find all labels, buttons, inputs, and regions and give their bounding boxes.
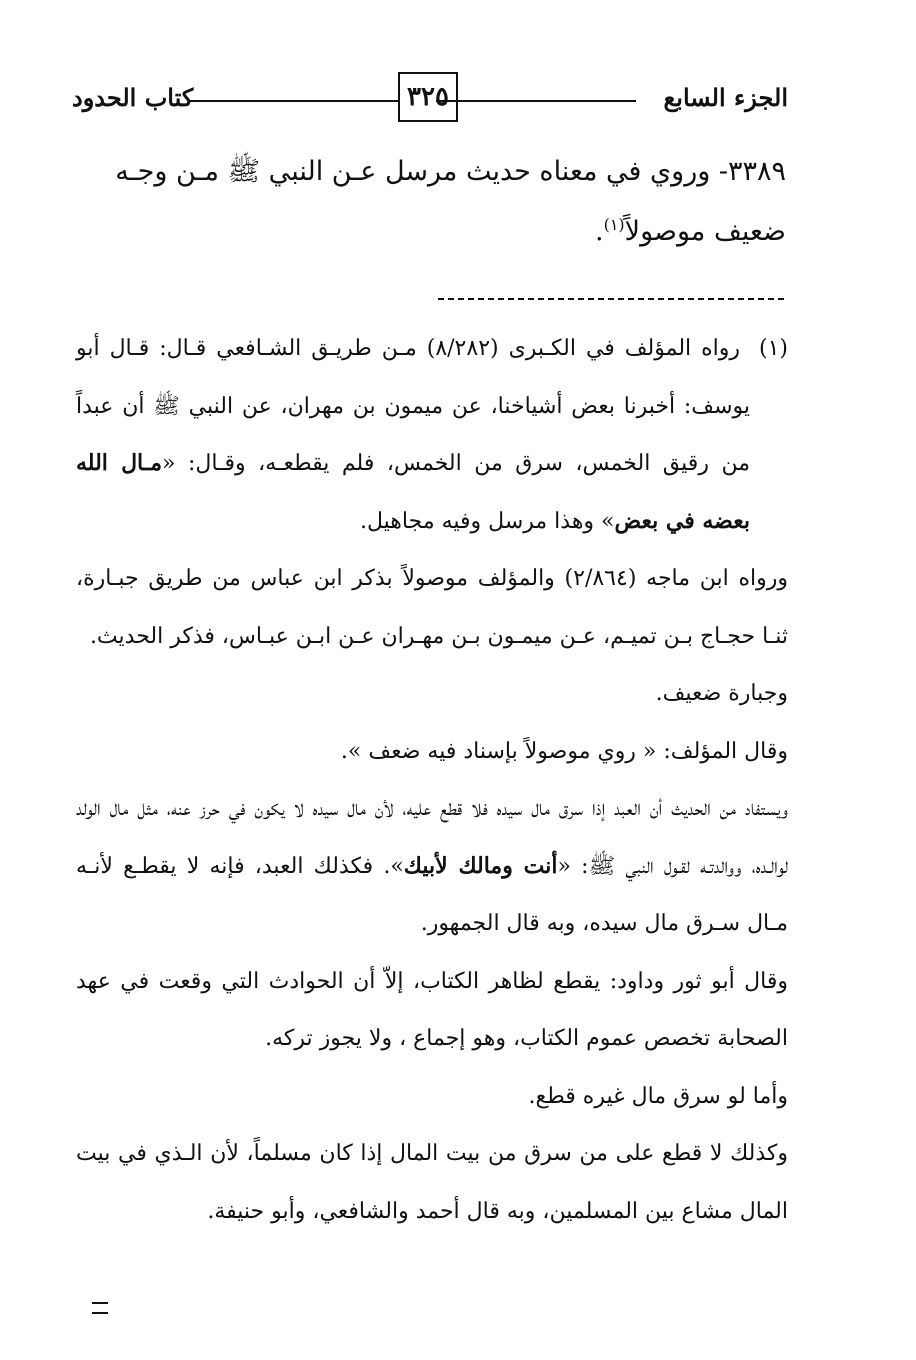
main-line-2-text: ضعيف موصولاً <box>624 216 786 247</box>
footnote-paragraph-5 <box>76 780 788 953</box>
main-line-2 <box>74 202 786 262</box>
footnote-marker: (١) <box>758 336 788 361</box>
footnote-5-start: ويستفاد من الحديث أن العبد إذا سرق مال سيده فلا قطع عليه، لأن مال سيده لا يكون في حرز عنه، مثل مال الولد لوالـده، ووالدتـه لقـول النبي ﷺ: « <box>76 796 789 879</box>
footnote-paragraph-7: وأما لو سرق مال غيره قطع. <box>528 1083 788 1109</box>
footnote-paragraph-6: وقال أبو ثور وداود: يقطع لظاهر الكتاب، إلاّ أن الحوادث التي وقعت في عهد الصحابة تخصص عموم الكتاب، وهو إجماع ، ولا يجوز تركه. <box>76 968 788 1051</box>
footnote-5-end: ». فكذلك العبد، فإنه لا يقطـع لأنـه مـال سـرق مال سيده، وبه قال الجمهور. <box>76 853 788 936</box>
page-number: ٣٢٥ <box>398 72 458 122</box>
footnote-1-quote: مـال الله بعضه في بعض <box>76 450 750 534</box>
footnote-paragraph-3: وجبارة ضعيف. <box>655 681 788 706</box>
footnote-reference: (١) <box>603 215 625 234</box>
footnote-1-end: » وهذا مرسل وفيه مجاهيل. <box>360 508 615 534</box>
footnote-paragraph-2: ورواه ابن ماجه (٢/٨٦٤) والمؤلف موصولاً بذكر ابن عباس من طريق جبـارة، ثنـا حجـاج بـن تميـم، عـن ميمـون بـن مهـران عـن ابـن عبـاس، فذكر الحديث. <box>76 566 789 649</box>
page-header <box>72 72 788 126</box>
header-rule-right <box>436 100 636 102</box>
main-line-2-end: . <box>594 216 604 247</box>
footnote-paragraph-4: وقال المؤلف: « روي موصولاً بإسناد فيه ضعف ». <box>340 738 788 764</box>
footnote-paragraph-8: وكذلك لا قطع على من سرق من بيت المال إذا كان مسلماً، لأن الـذي في بيت المال مشاع بين المسلمين، وبه قال أحمد والشافعي، وأبو حنيفة. <box>76 1141 788 1224</box>
book-title: كتاب الحدود <box>72 83 194 112</box>
main-line-1: ٣٣٨٩- وروي في معناه حديث مرسل عـن النبي ﷺ مـن وجـه <box>115 156 786 187</box>
footnote-5-quote: أنت ومالك لأبيك <box>403 852 558 879</box>
footnote-separator <box>438 298 784 300</box>
continuation-mark-icon <box>92 1302 108 1314</box>
footnote-1-start: رواه المؤلف في الكـبرى (٨/٢٨٢) مـن طريـق الشـافعي قـال: قـال أبو يوسف: أخبرنا بعض أشياخنا، عن ميمون بن مهران، عن النبي ﷺ أن عبداً من رقيق الخمس، سرق من الخمس، فلم يقطعـه، وقـال: « <box>76 336 750 476</box>
volume-title: الجزء السابع <box>663 83 788 112</box>
footnotes <box>76 320 788 1240</box>
header-rule-left <box>190 100 398 102</box>
footnote-1 <box>76 320 788 550</box>
main-text <box>74 142 786 262</box>
